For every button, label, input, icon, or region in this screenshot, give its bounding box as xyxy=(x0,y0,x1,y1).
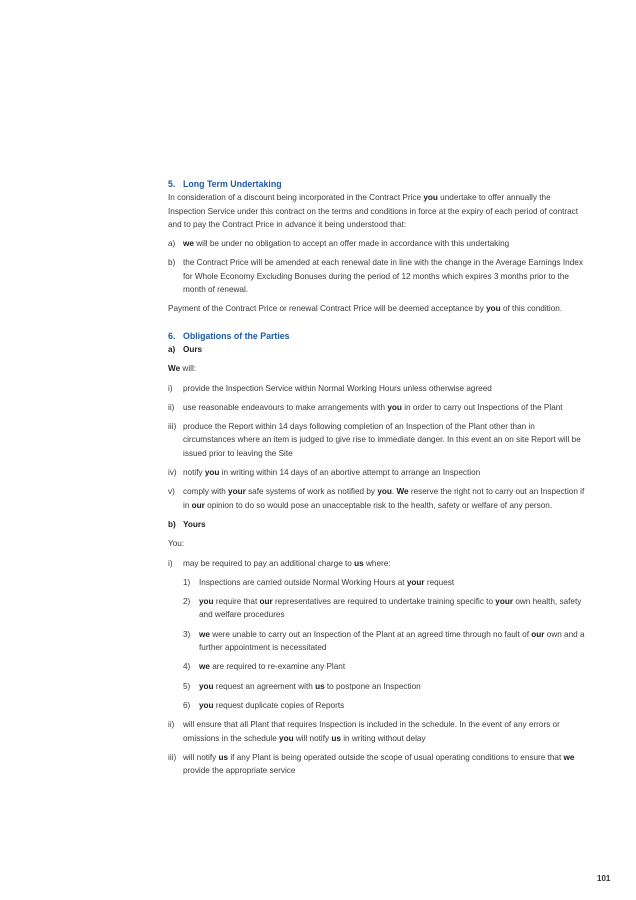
text-run: . xyxy=(391,487,397,497)
text-run: in writing without delay xyxy=(340,733,426,743)
ours-subheading: a) Ours xyxy=(168,344,203,354)
emphasis-text: you xyxy=(387,402,402,412)
emphasis-text: your xyxy=(495,597,514,607)
text-run: You: xyxy=(168,539,185,549)
emphasis-text: We xyxy=(168,364,181,374)
list-item: iv) notify you in writing within 14 days of an abortive attempt to arrange an Inspection xyxy=(168,468,481,478)
sub-list-item: 4) we are required to re-examine any Plant xyxy=(183,662,346,672)
text-run: request xyxy=(424,577,455,587)
text-run: produce the Report within 14 days following completion of an Inspection of the Plant other than in circumstances where an item is judged to give rise to immediate danger. In this event an on site Report will be issued prior to leaving the Site xyxy=(183,422,581,458)
emphasis-text: us xyxy=(354,558,364,568)
emphasis-text: you xyxy=(486,304,501,314)
text-run: in order to carry out Inspections of the Plant xyxy=(401,402,563,412)
text-run: use reasonable endeavours to make arrangements with xyxy=(183,402,388,412)
emphasis-text: our xyxy=(531,629,545,639)
emphasis-text: we xyxy=(199,629,210,639)
list-item: ii) will ensure that all Plant that requires Inspection is included in the schedule. In the event of any errors or omissions in the schedule you will notify us in writing without delay xyxy=(168,720,560,743)
emphasis-text: you xyxy=(377,487,392,497)
list-item: ii) use reasonable endeavours to make arrangements with you in order to carry out Inspections of the Plant xyxy=(168,402,563,412)
text-run: if any Plant is being operated outside the scope of usual operating conditions to ensure that xyxy=(228,752,564,762)
list-item: i) may be required to pay an additional charge to us where: xyxy=(168,558,391,568)
emphasis-text: you xyxy=(199,597,214,607)
text-run: in writing within 14 days of an abortive attempt to arrange an Inspection xyxy=(219,468,481,478)
list-item: iii) will notify us if any Plant is being operated outside the scope of usual operating conditions to ensure that we provide the appropriate service xyxy=(168,752,575,776)
sub-list-item: 3) we were unable to carry out an Inspection of the Plant at an agreed time through no fault of our own and a further appointment is necessitated xyxy=(183,629,585,653)
text-run: request an agreement with xyxy=(213,681,316,691)
text-run: safe systems of work as notified by xyxy=(245,487,378,497)
text-run: representatives are required to undertake training specific to xyxy=(272,597,496,607)
text-run: of this condition. xyxy=(500,304,563,314)
emphasis-text: your xyxy=(406,577,425,587)
emphasis-text: you xyxy=(199,681,214,691)
text-run: will be under no obligation to accept an offer made in accordance with this undertaking xyxy=(193,239,510,249)
emphasis-text: we xyxy=(199,662,210,672)
emphasis-text: we xyxy=(563,752,575,762)
section-5-closing xyxy=(168,302,588,315)
list-item: i) provide the Inspection Service within Normal Working Hours unless otherwise agreed xyxy=(168,383,492,393)
text-run: own health, safety and welfare procedures xyxy=(199,597,582,620)
list-item: iii) produce the Report within 14 days following completion of an Inspection of the Plant other than in circumstances where an item is judged to give rise to immediate danger. In this event an on site Report will be issued prior to leaving the Site xyxy=(168,422,581,458)
list-item: v) comply with your safe systems of work as notified by you. We reserve the right not to carry out an Inspection if in our opinion to do so would pose an unacceptable risk to the health, safety or welfare of any person. xyxy=(168,487,585,510)
sub-list-item: 1) Inspections are carried outside Normal Working Hours at your request xyxy=(183,577,455,587)
emphasis-text: We xyxy=(396,487,409,497)
text-run: provide the Inspection Service within Normal Working Hours unless otherwise agreed xyxy=(183,383,492,393)
list-item: a) we will be under no obligation to accept an offer made in accordance with this undertaking xyxy=(168,239,510,249)
text-run: request duplicate copies of Reports xyxy=(213,700,345,710)
text-run: provide the appropriate service xyxy=(183,766,296,776)
document-body xyxy=(168,178,588,777)
text-run: where: xyxy=(363,558,391,568)
emphasis-text: your xyxy=(228,487,246,497)
text-run: may be required to pay an additional charge to xyxy=(183,558,355,568)
text-run: will ensure that all Plant that requires Inspection is included in the schedule. In the event of any errors or omissions in the schedule xyxy=(183,720,560,743)
text-run: notify xyxy=(183,468,205,478)
section-5-intro xyxy=(168,191,588,231)
emphasis-text: you xyxy=(423,193,438,203)
text-run: will notify xyxy=(183,752,219,762)
sub-list-item: 5) you request an agreement with us to postpone an Inspection xyxy=(183,681,421,691)
yours-lead xyxy=(168,537,588,550)
list-item: b) the Contract Price will be amended at each renewal date in line with the change in the Average Earnings Index for Whole Economy Excluding Bonuses during the period of 12 months which expires 3 months prior to the month of renewal. xyxy=(168,258,583,295)
text-run: will: xyxy=(180,364,197,374)
emphasis-text: us xyxy=(331,733,341,743)
emphasis-text: you xyxy=(204,468,220,478)
emphasis-text: you xyxy=(199,700,214,710)
text-run: the Contract Price will be amended at each renewal date in line with the change in the Average Earnings Index for Whole Economy Excluding Bonuses during the period of 12 months which expires 3 months prior to the month of renewal. xyxy=(183,258,583,295)
text-run: will notify xyxy=(293,733,332,743)
ours-lead xyxy=(168,362,588,375)
text-run: undertake to offer annually the Inspection Service under this contract on the terms and conditions in force at the expiry of each period of contract and to pay the Contract Price in advance it being understood that: xyxy=(168,193,579,229)
text-run: require that xyxy=(213,597,260,607)
text-run: Payment of the Contract Price or renewal Contract Price will be deemed acceptance by xyxy=(168,304,487,314)
emphasis-text: our xyxy=(259,597,273,607)
text-run: were unable to carry out an Inspection of the Plant at an agreed time through no fault of xyxy=(209,629,532,639)
text-run: are required to re-examine any Plant xyxy=(209,662,346,672)
text-run: to postpone an Inspection xyxy=(324,681,421,691)
section-5-heading: 5. Long Term Undertaking xyxy=(168,179,282,189)
text-run: own and a further appointment is necessitated xyxy=(199,629,585,653)
sub-list-item: 2) you require that our representatives are required to undertake training specific to your own health, safety and welfare procedures xyxy=(183,597,582,620)
emphasis-text: us xyxy=(315,681,325,691)
emphasis-text: us xyxy=(218,752,229,762)
text-run: reserve the right not to carry out an Inspection if in xyxy=(183,487,585,510)
section-6-heading: 6. Obligations of the Parties xyxy=(168,330,290,341)
text-run: comply with xyxy=(183,487,229,497)
text-run: In consideration of a discount being incorporated in the Contract Price xyxy=(168,193,424,203)
text-run: Inspections are carried outside Normal Working Hours at xyxy=(199,577,407,587)
emphasis-text: we xyxy=(183,239,194,249)
text-run: opinion to do so would pose an unacceptable risk to the health, safety or welfare of any person. xyxy=(204,500,553,510)
sub-list-item: 6) you request duplicate copies of Reports xyxy=(183,700,345,710)
emphasis-text: you xyxy=(279,733,294,743)
yours-subheading: b) Yours xyxy=(168,519,206,529)
emphasis-text: our xyxy=(191,500,205,510)
page-number: 101 xyxy=(597,874,611,883)
